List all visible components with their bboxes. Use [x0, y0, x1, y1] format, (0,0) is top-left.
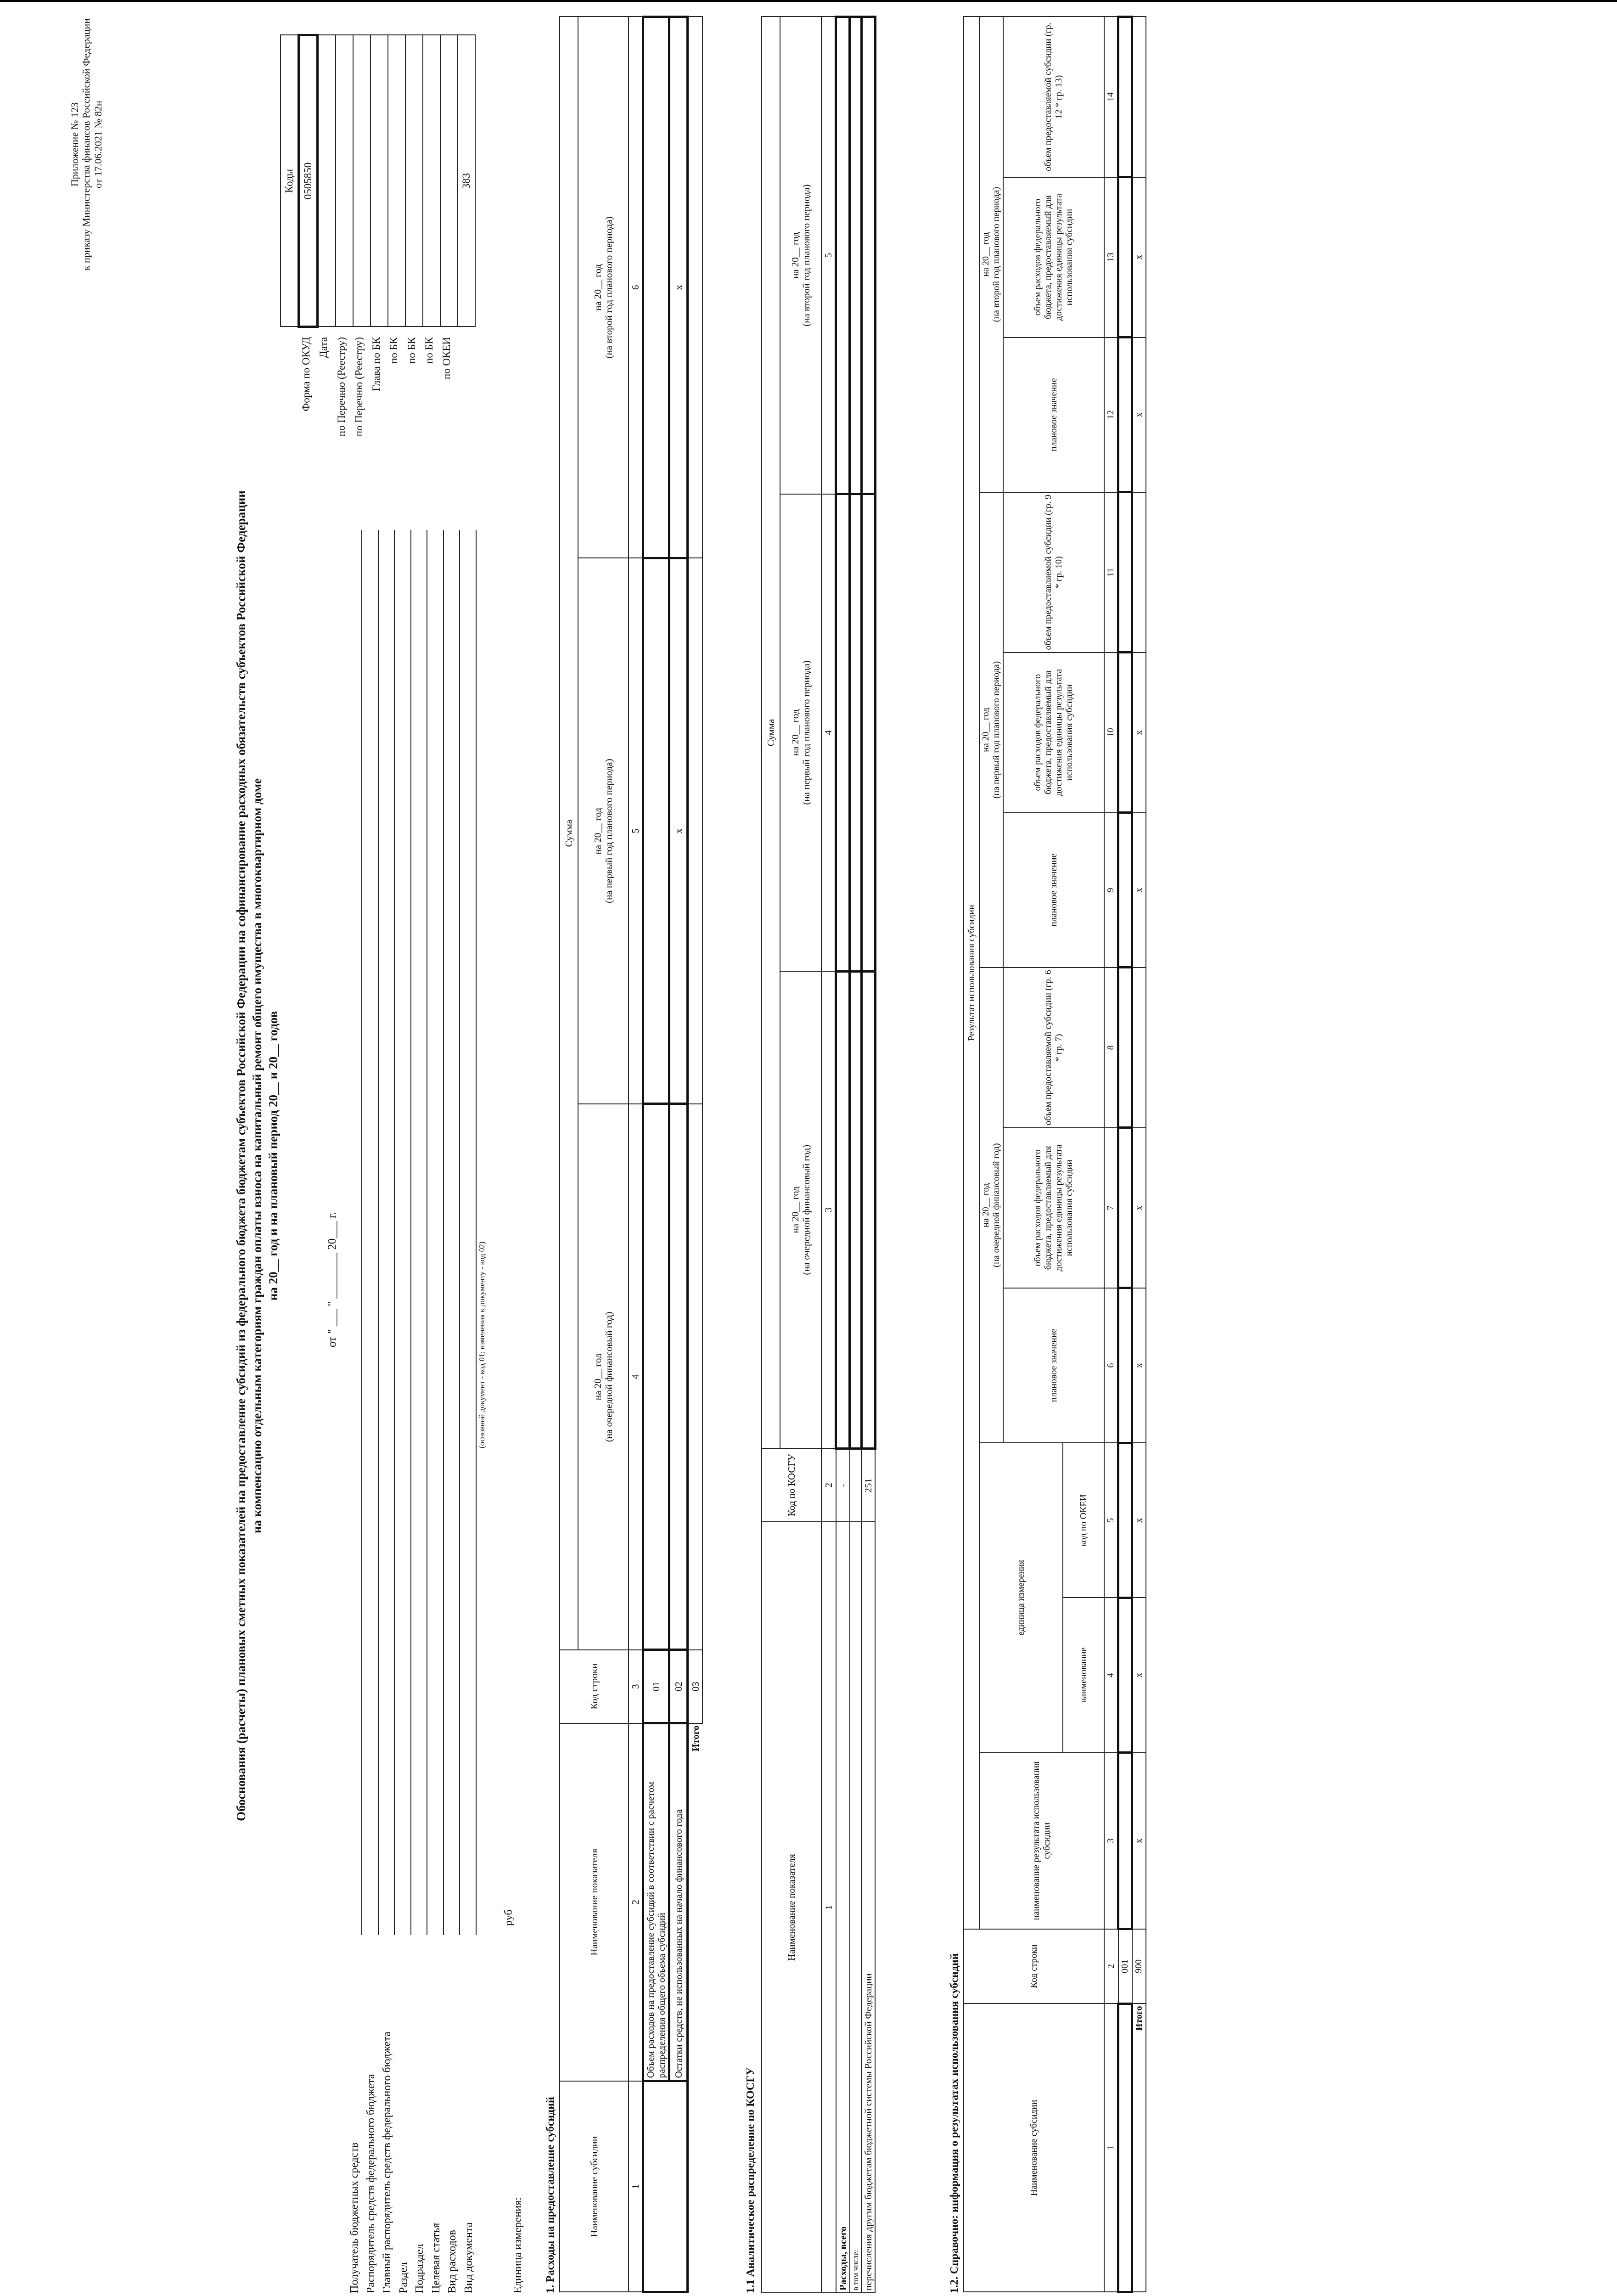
s11-colnum-4: 4	[821, 494, 836, 971]
code-label-okei: по ОКЕИ	[441, 337, 453, 380]
s1-h-sum: Сумма	[560, 17, 578, 1650]
field-main-manager: Главный распорядитель средств федерального бюджета	[381, 2032, 393, 2293]
s12-row1-c10	[1118, 653, 1132, 813]
s11-h-year1-sub: (на очередной финансовый год)	[801, 1144, 812, 1275]
s12-colnum-3: 3	[1104, 1753, 1118, 1929]
s12-h-vol-2: объем предоставляемой субсидии (гр. 9 * гр. 10)	[1003, 492, 1104, 653]
s12-h-unitcost-1: объем расходов федерального бюджета, предоставляемый для достижения единицы результата использования субсидии	[1003, 1128, 1104, 1288]
s12-h-year3-sub: (на второй год планового периода)	[991, 186, 1001, 322]
s12-h-result: Результат использования субсидии	[964, 17, 979, 1929]
s12-total-c12: x	[1132, 338, 1146, 492]
s12-row1-c7	[1118, 1128, 1132, 1288]
s12-total-c13: x	[1132, 177, 1146, 338]
s12-total-c10: x	[1132, 653, 1146, 813]
s12-total-c8	[1132, 968, 1146, 1128]
s1-h-year1-label: на 20__ год	[592, 1353, 603, 1401]
s12-h-year1	[979, 968, 1003, 1443]
s12-row1-c11	[1118, 492, 1132, 653]
s12-colnum-14: 14	[1104, 17, 1118, 177]
s12-row1-c9	[1118, 813, 1132, 968]
fill-line-target-article	[443, 530, 444, 1935]
s1-total-v4	[688, 1104, 702, 1650]
s12-colnum-2: 2	[1104, 1929, 1118, 2004]
s12-total-c4: x	[1132, 1598, 1146, 1752]
unit-label: Единица измерения:	[512, 2197, 524, 2293]
s12-colnum-10: 10	[1104, 653, 1118, 813]
s12-row1-c5	[1118, 1443, 1132, 1598]
s1-h-subsidy: Наименование субсидии	[560, 2081, 629, 2292]
s11-row-total-v4	[836, 494, 850, 971]
s12-colnum-13: 13	[1104, 177, 1118, 338]
s12-total-label: Итого	[1132, 2003, 1146, 2292]
s1-colnum-5: 5	[629, 558, 643, 1104]
s12-total-c6: x	[1132, 1288, 1146, 1443]
s1-colnum-2: 2	[629, 1723, 643, 2081]
s12-colnum-12: 12	[1104, 338, 1118, 492]
doc-date: от " ___ " ________ 20___ г.	[326, 1212, 338, 1347]
appendix-line-1: Приложение № 123	[69, 102, 80, 187]
s12-row1-c12	[1118, 338, 1132, 492]
s11-row-total-name: Расходы, всего	[836, 1522, 850, 2293]
field-doc-type: Вид документа	[462, 2222, 475, 2293]
s11-colnum-3: 3	[821, 971, 836, 1448]
s12-h-year1-label: на 20__ год	[981, 1183, 991, 1228]
s11-row-incl-v5	[850, 17, 862, 494]
code-value-bk-1	[388, 35, 405, 327]
s11-row-transfer-code: 251	[861, 1448, 875, 1522]
appendix-line-2: к приказу Министерства финансов Российской Федерации	[80, 18, 92, 271]
s12-row1-c6	[1118, 1288, 1132, 1443]
field-recipient: Получатель бюджетных средств	[348, 2142, 360, 2293]
s12-total-c7: x	[1132, 1128, 1146, 1288]
s1-h-year2-label: на 20__ год	[592, 807, 603, 855]
s1-h-year2-sub: (на первый год планового периода)	[603, 759, 614, 903]
s12-colnum-11: 11	[1104, 492, 1118, 653]
fill-line-manager	[378, 530, 379, 1935]
s11-row-total-v5	[836, 17, 850, 494]
s11-h-year2	[780, 494, 821, 971]
s12-h-unit-code: код по ОКЕИ	[1063, 1443, 1104, 1598]
s11-colnum-5: 5	[821, 17, 836, 494]
s11-row-transfer-v5	[861, 17, 875, 494]
fill-line-main-manager	[394, 530, 395, 1935]
s1-colnum-1: 1	[629, 2081, 643, 2292]
fill-line-expense-type	[459, 530, 460, 1935]
s12-total-code: 900	[1132, 1929, 1146, 2004]
s12-row1-code: 001	[1118, 1929, 1132, 2004]
doc-type-hint: (основной документ - код 01; изменения к документу - код 02)	[477, 1241, 486, 1448]
s11-row-incl-code	[850, 1448, 862, 1522]
section11-table	[761, 16, 876, 2293]
s12-h-vol-3: объем предоставляемой субсидии (гр. 12 * гр. 13)	[1003, 17, 1104, 177]
s1-row1-v4	[643, 1104, 669, 1650]
section11-title: 1.1 Аналитическое распределение по КОСГУ	[745, 2067, 757, 2293]
s12-h-subsidy: Наименование субсидии	[964, 2003, 1104, 2292]
s1-colnum-6: 6	[629, 17, 643, 558]
s11-h-name: Наименование показателя	[762, 1522, 821, 2293]
code-value-bk-3	[423, 35, 440, 327]
doc-title-line-2: на компенсацию отдельным категориям граждан оплаты взноса на капитальный ремонт общего имущества в многоквартирном доме	[250, 778, 264, 1534]
s11-h-year2-sub: (на первый год планового периода)	[801, 660, 812, 805]
s11-h-year1	[780, 971, 821, 1448]
s12-row1-c3	[1118, 1753, 1132, 1929]
s12-h-unit: единица измерения	[979, 1443, 1063, 1753]
fill-line-recipient	[361, 530, 362, 1935]
s1-row2-v5: x	[669, 558, 688, 1104]
code-label-bk-3: по БК	[423, 337, 435, 364]
s1-total-v6	[688, 17, 702, 558]
s1-h-year1-sub: (на очередной финансовый год)	[603, 1311, 614, 1442]
s12-total-c3: x	[1132, 1753, 1146, 1929]
s11-row-total-code: -	[836, 1448, 850, 1522]
s1-colnum-4: 4	[629, 1104, 643, 1650]
s12-row1-c13	[1118, 177, 1132, 338]
s12-h-unitcost-3: объем расходов федерального бюджета, предоставляемый для достижения единицы результата использования субсидии	[1003, 177, 1104, 338]
s12-row1-c4	[1118, 1598, 1132, 1752]
s1-row1-v6	[643, 17, 669, 558]
doc-title-line-1: Обоснования (расчеты) плановых сметных показателей на предоставление субсидий из федерального бюджета бюджетам субъектов Российской Федерации на софинансирование расходных обязательств субъектов Российской Федерации	[234, 490, 248, 1821]
s12-h-result-name: наименование результата использования субсидии	[979, 1753, 1104, 1929]
s1-row2-v4	[669, 1104, 688, 1650]
s11-row-incl-v3	[850, 971, 862, 1448]
s11-h-year3-label: на 20__ год	[789, 232, 801, 279]
s12-colnum-9: 9	[1104, 813, 1118, 968]
code-value-registry-2	[353, 35, 371, 327]
s11-colnum-2: 2	[821, 1448, 836, 1522]
field-section: Раздел	[397, 2262, 410, 2293]
s11-colnum-1: 1	[821, 1522, 836, 2293]
s12-h-plan-3: плановое значение	[1003, 338, 1104, 492]
s12-h-unit-name: наименование	[1063, 1598, 1104, 1752]
s1-row2-name: Остатки средств, не использованных на начало финансового года	[669, 1723, 688, 2081]
s1-row1-v5	[643, 558, 669, 1104]
s1-h-year1	[578, 1104, 629, 1650]
s12-h-code: Код строки	[964, 1929, 1104, 2004]
codes-labels	[298, 337, 456, 512]
s12-h-year3	[979, 17, 1003, 492]
s12-h-year2	[979, 492, 1003, 968]
fill-line-section	[410, 530, 411, 1935]
s12-row1-subsidy	[1118, 2003, 1132, 2292]
code-label-date: Дата	[318, 337, 330, 358]
s11-h-year3-sub: (на второй год планового периода)	[801, 184, 812, 326]
s1-row2-code: 02	[669, 1650, 688, 1723]
s12-h-year2-label: на 20__ год	[981, 707, 991, 752]
s1-total-code: 03	[688, 1650, 702, 1723]
s11-h-year1-label: на 20__ год	[789, 1186, 801, 1233]
s1-h-indicator: Наименование показателя	[560, 1723, 629, 2081]
code-value-date	[318, 35, 336, 327]
s11-h-year2-label: на 20__ год	[789, 709, 801, 756]
code-value-okud: 0505850	[299, 35, 318, 327]
field-target-article: Целевая статья	[430, 2223, 442, 2293]
code-label-glava: Глава по БК	[371, 337, 382, 391]
s11-row-incl-v4	[850, 494, 862, 971]
field-subsection: Подраздел	[414, 2244, 426, 2293]
s12-colnum-4: 4	[1104, 1598, 1118, 1752]
s1-row2-v6: x	[669, 17, 688, 558]
s11-row-total-v3	[836, 971, 850, 1448]
appendix-note	[69, 18, 104, 270]
s12-total-c5: x	[1132, 1443, 1146, 1598]
s12-total-c14	[1132, 17, 1146, 177]
field-manager: Распорядитель средств федерального бюджета	[365, 2074, 377, 2293]
s1-subsidy-cell	[643, 2081, 688, 2292]
s12-row1-c8	[1118, 968, 1132, 1128]
section12-table	[963, 16, 1146, 2293]
code-value-okei: 383	[458, 35, 475, 327]
section12-title: 1.2. Справочно: информация о результатах использования субсидий	[949, 1953, 960, 2293]
s1-total-label: Итого	[690, 1725, 702, 1751]
s12-row1-c14	[1118, 17, 1132, 177]
s11-h-year3	[780, 17, 821, 494]
s1-total-v5	[688, 558, 702, 1104]
code-label-bk-1: по БК	[388, 337, 400, 364]
doc-title-line-3: на 20__ год и на плановый период 20__ и 20__ годов	[266, 1011, 280, 1301]
code-value-bk-2	[405, 35, 423, 327]
code-label-registry-1: по Перечню (Реестру)	[335, 337, 347, 437]
s12-h-unitcost-2: объем расходов федерального бюджета, предоставляемый для достижения единицы результата использования субсидии	[1003, 653, 1104, 813]
s1-colnum-3: 3	[629, 1650, 643, 1723]
s1-h-code: Код строки	[560, 1650, 629, 1723]
s12-colnum-8: 8	[1104, 968, 1118, 1128]
code-value-empty	[440, 35, 458, 327]
s1-h-year3	[578, 17, 629, 558]
s1-total-spacer	[688, 2081, 702, 2292]
s11-row-transfer-v4	[861, 494, 875, 971]
s12-colnum-6: 6	[1104, 1288, 1118, 1443]
fill-line-doc-type	[476, 530, 477, 1935]
unit-value: руб	[503, 1909, 515, 1926]
s12-total-c9: x	[1132, 813, 1146, 968]
s11-h-sum: Сумма	[762, 17, 780, 1449]
s12-h-year3-label: на 20__ год	[981, 232, 991, 277]
s1-h-year2	[578, 558, 629, 1104]
s12-h-year2-sub: (на первый год планового периода)	[991, 661, 1001, 799]
s12-total-c11	[1132, 492, 1146, 653]
code-value-registry-1	[336, 35, 353, 327]
s11-row-incl-name: в том числе:	[850, 1522, 862, 2293]
code-label-okud: Форма по ОКУД	[300, 337, 312, 411]
appendix-line-3: от 17.06.2021 № 82н	[92, 101, 104, 188]
codes-header: Коды	[281, 35, 299, 327]
section1-table	[559, 16, 703, 2293]
s11-row-transfer-name: перечисления другим бюджетам бюджетной системы Российской Федерации	[861, 1522, 875, 2293]
section1-title: 1. Расходы на предоставление субсидий	[545, 2097, 556, 2293]
s12-colnum-7: 7	[1104, 1128, 1118, 1288]
s1-h-year3-label: на 20__ год	[592, 264, 603, 311]
s1-h-year3-sub: (на второй год планового периода)	[603, 216, 614, 359]
s12-h-plan-2: плановое значение	[1003, 813, 1104, 968]
s1-row1-name: Объем расходов на предоставление субсидий в соответствии с расчетом распределения общего объема субсидий	[643, 1723, 669, 2081]
s12-h-year1-sub: (на очередной финансовый год)	[991, 1143, 1001, 1267]
s11-h-kosgu: Код по КОСГУ	[762, 1448, 821, 1522]
code-label-registry-2: по Перечню (Реестру)	[353, 337, 365, 437]
s12-colnum-1: 1	[1104, 2003, 1118, 2292]
s12-h-vol-1: объем предоставляемой субсидии (гр. 6 * гр. 7)	[1003, 968, 1104, 1128]
s11-row-transfer-v3	[861, 971, 875, 1448]
field-expense-type: Вид расходов	[446, 2230, 458, 2293]
header-fields	[347, 2032, 477, 2293]
s1-row1-code: 01	[643, 1650, 669, 1723]
code-label-bk-2: по БК	[405, 337, 417, 364]
codes-table	[280, 34, 476, 328]
s12-h-plan-1: плановое значение	[1003, 1288, 1104, 1443]
code-value-glava	[371, 35, 388, 327]
s12-colnum-5: 5	[1104, 1443, 1118, 1598]
